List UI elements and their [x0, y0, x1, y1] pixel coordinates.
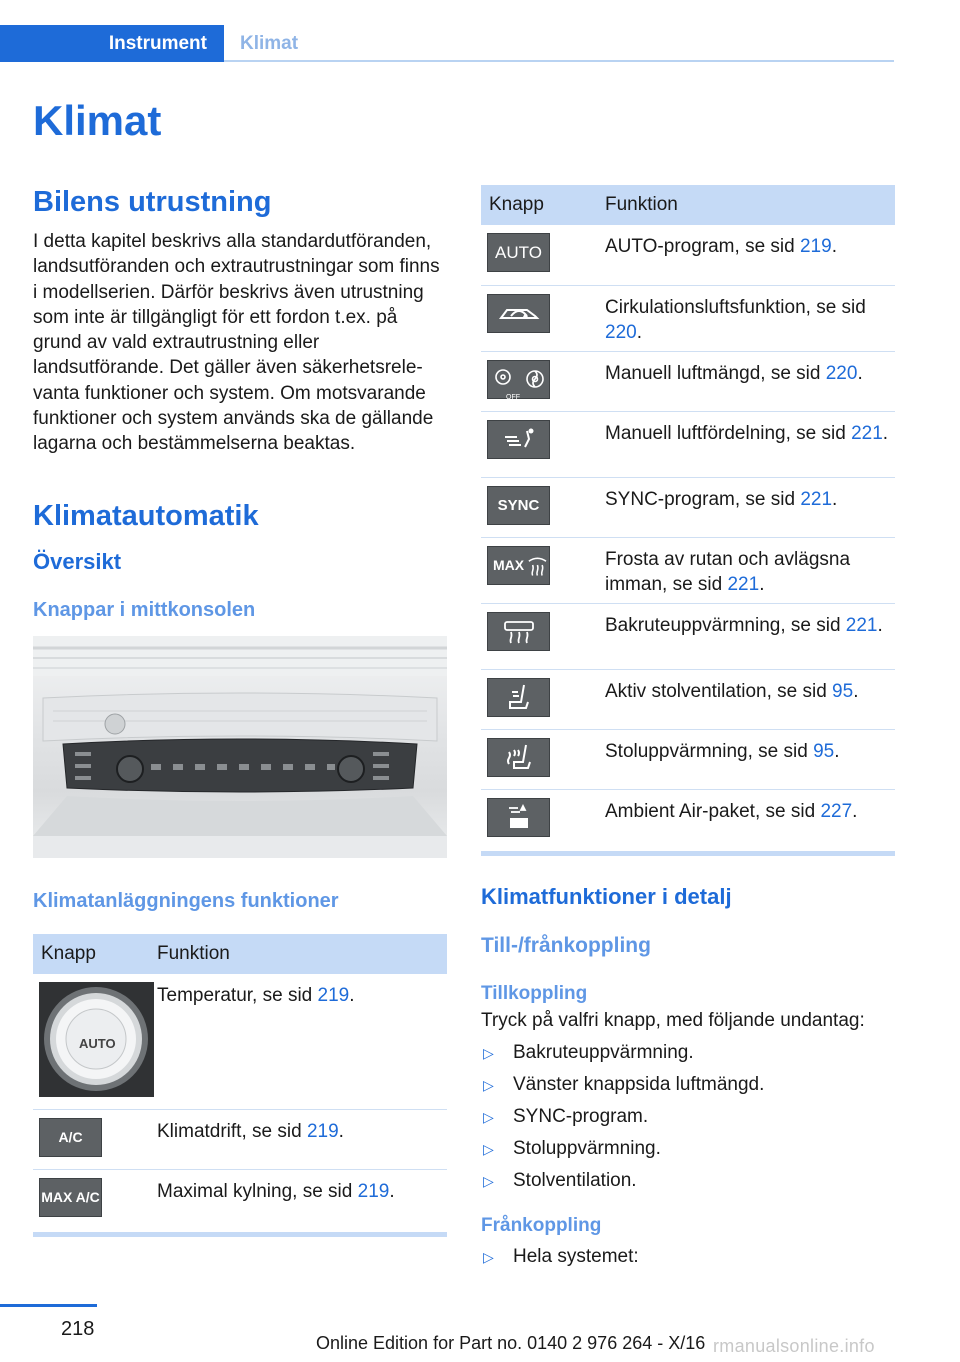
triangle-bullet-icon: ▷ [483, 1109, 494, 1126]
function-text: Klimatdrift, se sid 219. [157, 1110, 447, 1170]
function-text: Temperatur, se sid 219. [157, 974, 447, 1110]
table-row [481, 789, 895, 849]
table-row [33, 974, 447, 1110]
off-list [481, 1241, 895, 1273]
fan-off-label: OFF [506, 393, 520, 401]
list-item: ▷ Stoluppvärmning. [481, 1133, 895, 1165]
table-row [33, 1110, 447, 1170]
temperature-knob-icon [39, 982, 154, 1097]
page-link[interactable]: 219 [799, 236, 832, 257]
table-header-row [481, 185, 895, 225]
table-end-bar [481, 851, 895, 856]
max-defrost-label: MAX [493, 556, 525, 573]
page-link[interactable]: 221 [851, 422, 883, 444]
table-row [481, 225, 895, 285]
tab-instrument-label: Instrument [108, 33, 207, 54]
right-column [481, 185, 895, 1273]
equipment-paragraph: I detta kapitel beskrivs alla standardutföranden, landsutföranden och extrautrustningar som finns i modellserien. Därför beskrivs även utrustning som inte är tillgängligt för ett fordon t.ex. på grund av vald extrautrustning eller landsutförande. Det gäller även säkerhetsrelevanta funktioner och system. Om motsvarande funktioner och system används ska de gällande lagarna och bestämmelserna beaktas. [33, 231, 440, 455]
page-link[interactable]: 95 [813, 740, 835, 762]
edition-text: Online Edition for Part no. 0140 2 976 264 - X/16 [316, 1333, 706, 1353]
onoff-heading: Till-/frånkoppling [481, 934, 651, 957]
triangle-bullet-icon: ▷ [483, 1045, 494, 1062]
page-link[interactable]: 221 [800, 488, 833, 510]
seat-heating-icon [487, 738, 550, 777]
left-function-table [33, 934, 447, 1230]
list-item: ▷ Stolventilation. [481, 1165, 895, 1197]
page-link[interactable]: 220 [825, 362, 858, 384]
function-text: Manuell luftmängd, se sid 220. [605, 351, 895, 411]
function-text: Cirkulationsluftsfunktion, se sid 220. [605, 285, 895, 351]
recirculation-icon [487, 294, 550, 333]
auto-button-icon: AUTO [487, 233, 550, 272]
function-text: AUTO-program, se sid 219. [605, 225, 895, 285]
functions-heading: Klimatanläggningens funktioner [33, 889, 339, 912]
page-link[interactable]: 220 [605, 321, 637, 343]
knob-auto-label: AUTO [79, 1035, 116, 1051]
table-row [481, 603, 895, 669]
triangle-bullet-icon: ▷ [483, 1141, 494, 1158]
overview-heading: Översikt [33, 548, 122, 574]
triangle-bullet-icon: ▷ [483, 1077, 494, 1094]
page-number: 218 [61, 1318, 95, 1340]
function-text: Manuell luftfördelning, se sid 221. [605, 411, 895, 477]
function-text: Aktiv stolventilation, se sid 95. [605, 669, 895, 729]
on-heading: Tillkoppling [481, 983, 588, 1004]
function-text: Frosta av rutan och avlägsna imman, se sid 221. [605, 537, 895, 603]
table-row [481, 351, 895, 411]
page-link[interactable]: 227 [820, 800, 853, 822]
table-row [33, 1170, 447, 1230]
list-item: ▷ SYNC-program. [481, 1101, 895, 1133]
table-row [481, 537, 895, 603]
on-list [481, 1037, 895, 1197]
fan-speed-icon [487, 360, 550, 399]
col-header-function: Funktion [605, 185, 895, 225]
function-text: Stoluppvärmning, se sid 95. [605, 729, 895, 789]
section-heading-climate-auto: Klimatautomatik [33, 499, 259, 532]
air-distribution-icon [487, 420, 550, 459]
ambient-air-icon [487, 798, 550, 837]
seat-ventilation-icon [487, 678, 550, 717]
left-column [33, 183, 447, 1237]
buttons-heading: Knappar i mittkonsolen [33, 598, 256, 621]
center-console-illustration [33, 636, 447, 858]
right-function-table [481, 185, 895, 849]
col-header-button: Knapp [33, 934, 157, 974]
list-item: ▷ Bakruteuppvärmning. [481, 1037, 895, 1069]
page-link[interactable]: 219 [357, 1181, 390, 1203]
page-title: Klimat [33, 97, 162, 144]
page-link[interactable]: 95 [832, 680, 854, 702]
tab-instrument[interactable] [0, 25, 224, 62]
table-row [481, 669, 895, 729]
page-link[interactable]: 219 [317, 984, 350, 1006]
page-link[interactable]: 219 [306, 1121, 339, 1143]
page-link[interactable]: 221 [845, 614, 878, 636]
table-row [481, 285, 895, 351]
ac-button-icon: A/C [39, 1118, 102, 1157]
function-text: SYNC-program, se sid 221. [605, 477, 895, 537]
table-row [481, 729, 895, 789]
function-text: Maximal kylning, se sid 219. [157, 1181, 395, 1203]
col-header-button: Knapp [481, 185, 605, 225]
off-heading: Frånkoppling [481, 1215, 602, 1237]
table-header-row [33, 934, 447, 974]
max-defrost-icon [487, 546, 550, 585]
details-heading: Klimatfunktioner i detalj [481, 884, 732, 909]
function-text: Ambient Air-paket, se sid 227. [605, 800, 858, 822]
triangle-bullet-icon: ▷ [483, 1249, 494, 1266]
tab-klimat[interactable]: Klimat [240, 33, 299, 54]
section-heading-equipment: Bilens utrustning [33, 186, 272, 218]
list-item: ▷ Hela systemet: [481, 1241, 895, 1273]
col-header-function: Funktion [157, 934, 447, 974]
page-link[interactable]: 221 [727, 573, 760, 595]
footer-divider [0, 1304, 97, 1307]
triangle-bullet-icon: ▷ [483, 1173, 494, 1190]
table-row [481, 477, 895, 537]
max-ac-button-icon: MAX A/C [39, 1178, 102, 1217]
function-text: Bakruteuppvärmning, se sid 221. [605, 603, 895, 669]
center-console-photo [33, 636, 447, 858]
sync-button-icon: SYNC [487, 486, 550, 525]
header-tabs [0, 25, 894, 62]
list-item: ▷ Vänster knappsida luftmängd. [481, 1069, 895, 1101]
table-end-bar [33, 1232, 447, 1237]
on-text: Tryck på valfri knapp, med följande undantag: [481, 1010, 865, 1031]
table-row [481, 411, 895, 477]
watermark: rmanualsonline.info [713, 1336, 875, 1356]
rear-defrost-icon [487, 612, 550, 651]
